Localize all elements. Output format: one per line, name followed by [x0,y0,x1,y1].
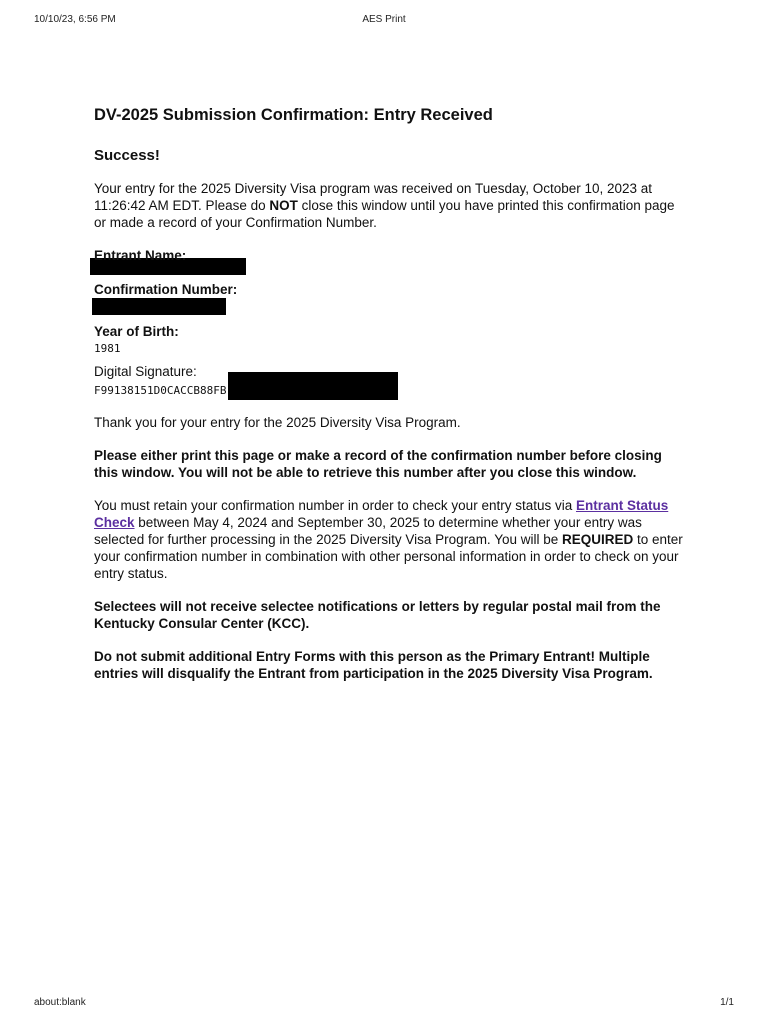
entrant-name-label: Entrant Name: [94,248,187,263]
entrant-status-check-link[interactable]: Entrant Status Check [94,498,669,530]
digital-signature-label: Digital Signature: [94,364,197,379]
print-header [34,14,734,25]
print-datetime: 10/10/23, 6:56 PM [34,14,116,25]
entrant-name-field [94,247,684,275]
year-of-birth-value: 1981 [94,342,121,355]
digital-signature-field [94,363,684,400]
digital-signature-value: F99138151D0CACCB88FB [94,383,227,397]
emphasis-not: NOT [269,198,298,213]
print-title: AES Print [362,14,406,25]
year-of-birth-label: Year of Birth: [94,324,179,339]
multiple-entries-notice: Do not submit additional Entry Forms with this person as the Primary Entrant! Multiple entries will disqualify the Entrant from participation in the 2025 Diversity Visa Program. [94,649,653,681]
status-heading: Success! [94,147,160,164]
thanks-paragraph: Thank you for your entry for the 2025 Diversity Visa Program. [94,415,461,430]
selectees-notice: Selectees will not receive selectee notifications or letters by regular postal mail from the Kentucky Consular Center (KCC). [94,599,661,631]
warning-paragraph: Please either print this page or make a record of the confirmation number before closing this window. You will not be able to retrieve this number after you close this window. [94,448,662,480]
print-page-number: 1/1 [720,997,734,1008]
redacted-confirmation-number [92,298,226,315]
redacted-digital-signature [228,372,398,400]
print-url: about:blank [34,997,86,1008]
retain-paragraph: You must retain your confirmation number in order to check your entry status via Entrant Status Check between May 4, 2024 and September 30, 2025 to determine whether your entry was selected for further processing in the 2025 Diversity Visa Program. You will be REQUIRED to enter your confirmation number in combination with other personal information in order to check on your entry status. [94,498,683,581]
page-title: DV-2025 Submission Confirmation: Entry Received [94,106,493,124]
confirmation-document [94,104,684,698]
confirmation-number-label: Confirmation Number: [94,282,238,297]
confirmation-number-field [94,281,684,315]
emphasis-required: REQUIRED [562,532,634,547]
intro-paragraph: Your entry for the 2025 Diversity Visa program was received on Tuesday, October 10, 2023 at 11:26:42 AM EDT. Please do NOT close this window until you have printed this confirmation page or made a record of your Confirmation Number. [94,181,675,230]
print-footer [34,997,734,1008]
year-of-birth-field [94,323,684,357]
